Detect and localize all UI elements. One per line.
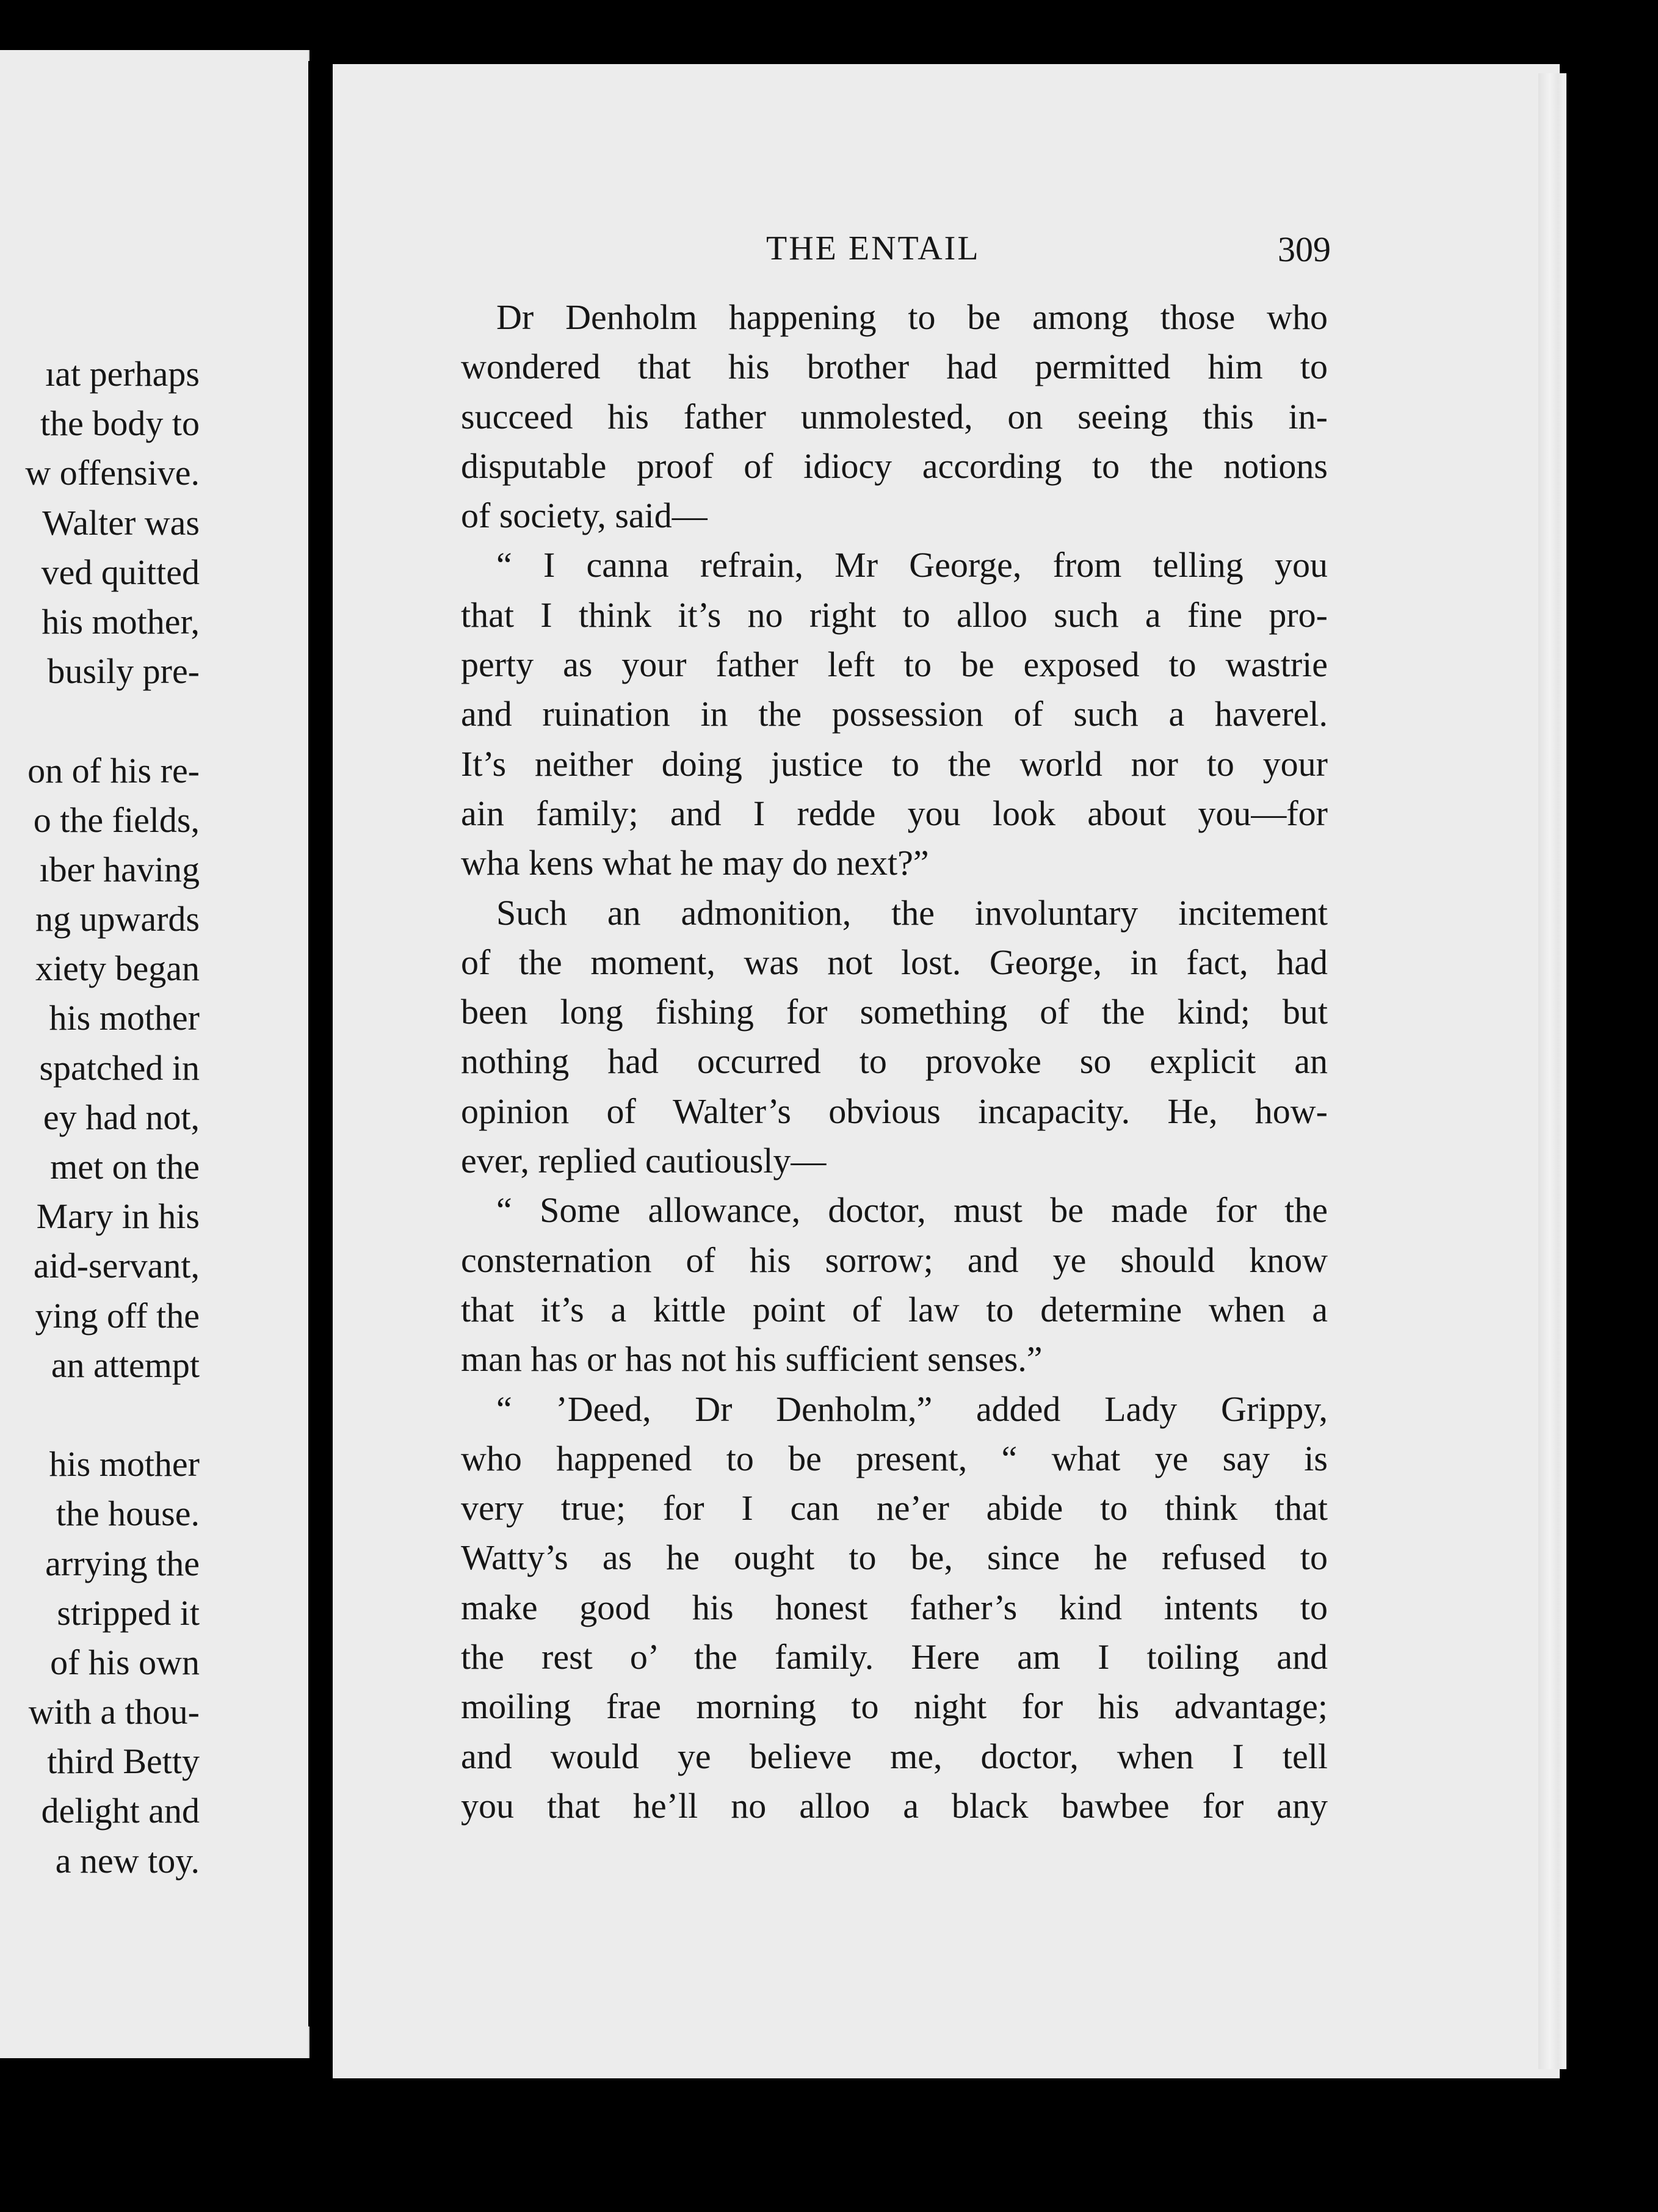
text-line: busily pre-: [47, 651, 200, 692]
running-title: THE ENTAIL: [766, 230, 980, 267]
text-line: Mary in his: [36, 1196, 200, 1237]
text-line: of his own: [50, 1642, 200, 1682]
left-page-text: [25, 349, 200, 1885]
text-line: arrying the: [45, 1543, 200, 1583]
text-line: been long fishing for something of the kind; but: [461, 992, 1328, 1032]
text-line: ıat perhaps: [45, 354, 200, 394]
text-line: who happened to be present, “ what ye say is: [461, 1438, 1328, 1478]
text-line: Such an admonition, the involuntary incitement: [496, 892, 1328, 933]
text-line: “ ’Deed, Dr Denholm,” added Lady Grippy,: [496, 1389, 1328, 1429]
text-line: and would ye believe me, doctor, when I tell: [461, 1736, 1328, 1776]
text-line: moiling frae morning to night for his advantage;: [461, 1686, 1328, 1727]
text-line: wondered that his brother had permitted him to: [461, 347, 1328, 387]
text-line: ain family; and I redde you look about you—for: [461, 793, 1328, 833]
right-page-text: [461, 292, 1328, 1831]
text-line: consternation of his sorrow; and ye should know: [461, 1240, 1328, 1280]
text-line: you that he’ll no alloo a black bawbee for any: [461, 1785, 1328, 1826]
text-line: his mother,: [42, 601, 200, 642]
text-line: of the moment, was not lost. George, in fact, had: [461, 942, 1328, 982]
text-line: very true; for I can ne’er abide to think that: [461, 1488, 1328, 1528]
text-line: ng upwards: [35, 899, 200, 939]
text-line: w offensive.: [25, 453, 200, 493]
text-line: ying off the: [35, 1295, 200, 1336]
text-line: succeed his father unmolested, on seeing this in-: [461, 396, 1328, 436]
text-line: o the fields,: [33, 800, 200, 840]
text-line: of society, said—: [461, 496, 708, 536]
page-edge: [1538, 73, 1566, 2069]
text-line: ved quitted: [41, 552, 200, 592]
text-line: disputable proof of idiocy according to the notions: [461, 446, 1328, 486]
text-line: the rest o’ the family. Here am I toiling and: [461, 1637, 1328, 1677]
text-line: that I think it’s no right to alloo such a fine pro-: [461, 595, 1328, 635]
text-line: third Betty: [47, 1741, 200, 1782]
text-line: opinion of Walter’s obvious incapacity. He, how-: [461, 1091, 1328, 1131]
text-line: stripped it: [57, 1592, 200, 1633]
text-line: Dr Denholm happening to be among those who: [496, 297, 1328, 337]
text-line: that it’s a kittle point of law to determine when a: [461, 1289, 1328, 1329]
text-line: man has or has not his sufficient senses.”: [461, 1339, 1043, 1379]
text-line: xiety began: [35, 949, 200, 989]
text-line: his mother: [49, 998, 200, 1038]
text-line: Watty’s as he ought to be, since he refused to: [461, 1538, 1328, 1578]
text-line: the house.: [56, 1494, 200, 1534]
text-line: with a thou-: [28, 1692, 200, 1732]
book-gutter: [308, 61, 333, 2026]
text-line: the body to: [40, 403, 200, 444]
text-line: “ I canna refrain, Mr George, from telling you: [496, 545, 1328, 585]
text-line: met on the: [50, 1147, 200, 1187]
text-line: ıber having: [39, 849, 200, 889]
left-page: [0, 50, 310, 2058]
text-line: delight and: [41, 1791, 200, 1831]
running-head: [461, 229, 1331, 272]
text-line: and ruination in the possession of such a haverel.: [461, 694, 1328, 734]
text-line: Walter was: [42, 502, 200, 543]
page-number: 309: [1278, 230, 1331, 269]
text-line: aid-servant,: [33, 1246, 200, 1286]
text-line: ever, replied cautiously—: [461, 1141, 827, 1181]
text-line: his mother: [49, 1444, 200, 1484]
text-line: make good his honest father’s kind intents to: [461, 1587, 1328, 1627]
text-line: on of his re-: [27, 750, 200, 790]
text-line: It’s neither doing justice to the world nor to your: [461, 743, 1328, 784]
text-line: wha kens what he may do next?”: [461, 843, 929, 883]
text-line: an attempt: [51, 1345, 200, 1385]
text-line: ey had not,: [43, 1097, 200, 1137]
text-line: “ Some allowance, doctor, must be made for the: [496, 1190, 1328, 1231]
text-line: perty as your father left to be exposed to wastrie: [461, 645, 1328, 685]
text-line: nothing had occurred to provoke so explicit an: [461, 1041, 1328, 1082]
text-line: spatched in: [39, 1047, 200, 1088]
text-line: a new toy.: [55, 1840, 200, 1881]
